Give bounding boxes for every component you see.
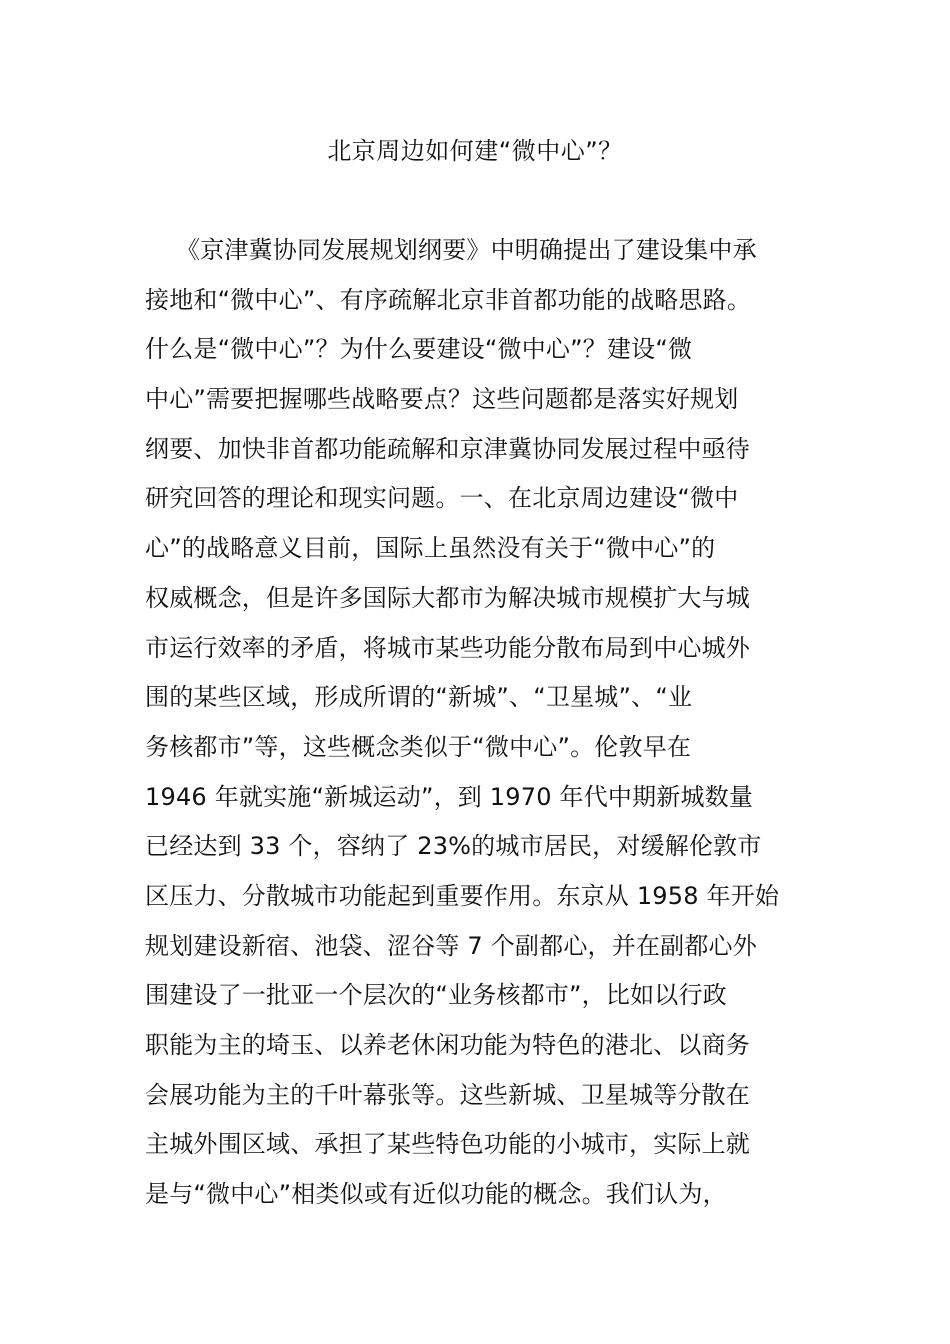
paragraph-line: 是与“微中心”相类似或有近似功能的概念。我们认为， [145, 1180, 727, 1209]
paragraph-line: 区压力、分散城市功能起到重要作用。东京从 1958 年开始 [145, 881, 780, 910]
paragraph-line: 主城外围区域、承担了某些特色功能的小城市，实际上就 [145, 1130, 750, 1159]
paragraph-line: 纲要、加快非首都功能疏解和京津冀协同发展过程中亟待 [145, 434, 750, 463]
paragraph-line: 围建设了一批亚一个层次的“业务核都市”，比如以行政 [145, 981, 727, 1010]
paragraph-line: 心”的战略意义目前，国际上虽然没有关于“微中心”的 [145, 534, 716, 563]
paragraph-line: 接地和“微中心”、有序疏解北京非首都功能的战略思路。 [145, 285, 752, 314]
paragraph-line: 市运行效率的矛盾，将城市某些功能分散布局到中心城外 [145, 633, 750, 662]
document-title: 北京周边如何建“微中心”？ [327, 137, 623, 165]
paragraph-line: 什么是“微中心”？为什么要建设“微中心”？建设“微 [145, 335, 693, 364]
paragraph-line: 1946 年就实施“新城运动”，到 1970 年代中期新城数量 [145, 782, 754, 811]
paragraph-line: 中心”需要把握哪些战略要点？这些问题都是落实好规划 [145, 385, 739, 414]
paragraph-line: 务核都市”等，这些概念类似于“微中心”。伦敦早在 [145, 732, 692, 761]
paragraph-line: 职能为主的埼玉、以养老休闲功能为特色的港北、以商务 [145, 1031, 750, 1059]
paragraph-line: 会展功能为主的千叶幕张等。这些新城、卫星城等分散在 [145, 1080, 750, 1109]
paragraph-line: 规划建设新宿、池袋、涩谷等 7 个副都心，并在副都心外 [145, 931, 757, 960]
document-body [145, 228, 810, 1222]
paragraph-line: 研究回答的理论和现实问题。一、在北京周边建设“微中 [145, 484, 739, 513]
paragraph-line: 权威概念，但是许多国际大都市为解决城市规模扩大与城 [145, 583, 750, 612]
paragraph-line: 已经达到 33 个，容纳了 23%的城市居民，对缓解伦敦市 [145, 832, 762, 861]
paragraph-line: 《京津冀协同发展规划纲要》中明确提出了建设集中承 [176, 236, 757, 264]
paragraph-line: 围的某些区域，形成所谓的“新城”、“卫星城”、“业 [145, 683, 693, 712]
